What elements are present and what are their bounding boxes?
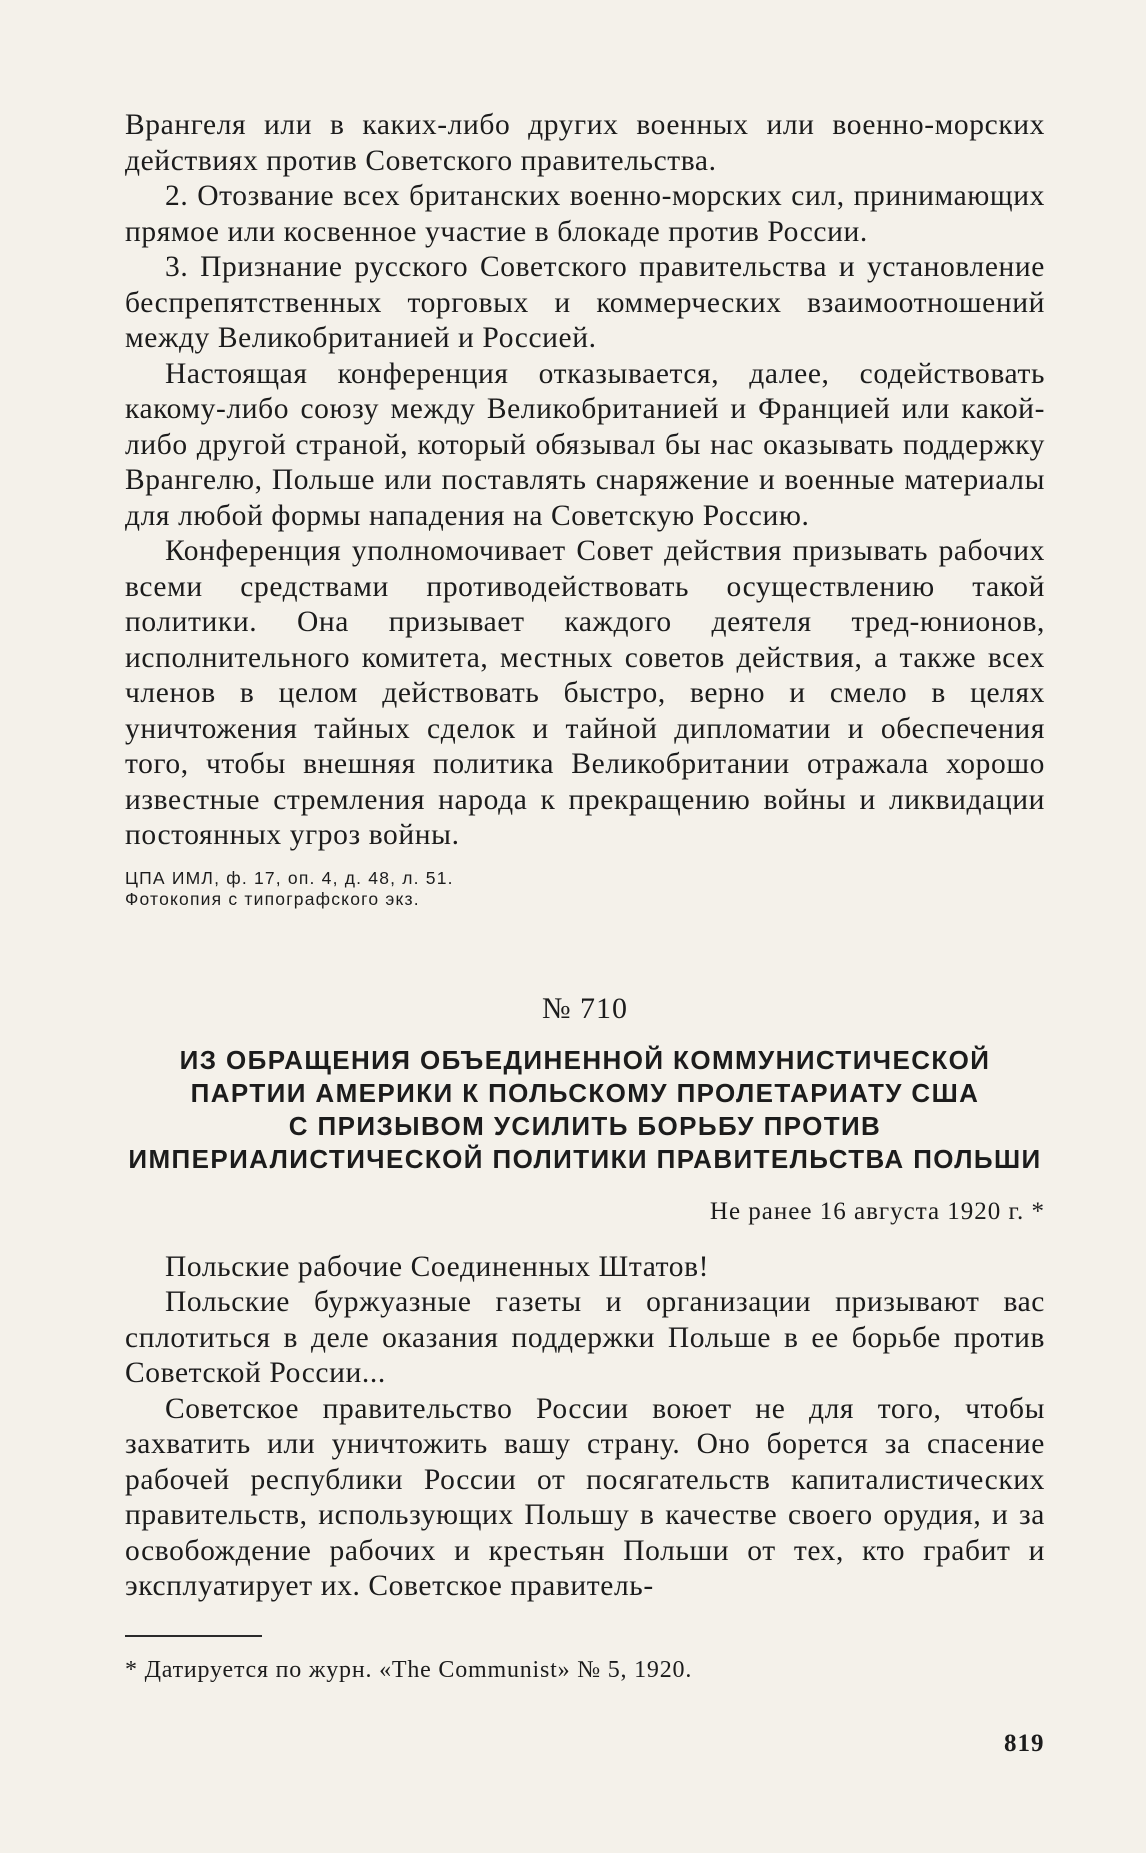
paragraph-soviet-government: Советское правительство России воюет не для того, чтобы захватить или уничтожить вашу страну. Оно борется за спасение рабочей республики России от посягательств капиталистических правительств, использующих Польшу в качестве своего орудия, и за освобождение рабочих и крестьян Польши от тех, кто грабит и эксплуатирует их. Советское правитель- bbox=[125, 1392, 1045, 1602]
document-title-line: ИМПЕРИАЛИСТИЧЕСКОЙ ПОЛИТИКИ ПРАВИТЕЛЬСТВА ПОЛЬШИ bbox=[128, 1143, 1042, 1174]
paragraph-bourgeois-press: Польские буржуазные газеты и организации призывают вас сплотиться в деле оказания поддержки Польше в ее борьбе против Советской России... bbox=[125, 1286, 1045, 1389]
document-date: Не ранее 16 августа 1920 г. * bbox=[709, 1197, 1045, 1225]
paragraph-salutation: Польские рабочие Соединенных Штатов! bbox=[165, 1250, 710, 1283]
paragraph-conference-refusal: Настоящая конференция отказывается, далее, содействовать какому-либо союзу между Великобританией и Францией или какой-либо другой страной, который обязывал бы нас оказывать поддержку Врангелю, Польше или поставлять снаряжение и военные материалы для любой формы нападения на Советскую Россию. bbox=[125, 357, 1045, 532]
paragraph-point-3: 3. Признание русского Советского правительства и установление беспрепятственных торговых и коммерческих взаимоотношений между Великобританией и Россией. bbox=[125, 251, 1045, 354]
document-title bbox=[125, 1044, 1045, 1176]
document-title-line: ИЗ ОБРАЩЕНИЯ ОБЪЕДИНЕННОЙ КОММУНИСТИЧЕСКОЙ bbox=[179, 1044, 991, 1075]
paragraph-continuation: Врангеля или в каких-либо других военных или военно-морских действиях против Советского правительства. bbox=[125, 109, 1045, 177]
text-column bbox=[125, 108, 1045, 1684]
page-number: 819 bbox=[1004, 1730, 1045, 1757]
document-number: № 710 bbox=[541, 991, 629, 1025]
paragraph-conference-authorizes: Конференция уполномочивает Совет действия призывать рабочих всеми средствами противодействовать осуществлению такой политики. Она призывает каждого деятеля тред-юнионов, исполнительного комитета, местных советов действия, а также всех членов в целом действовать быстро, верно и смело в целях уничтожения тайных сделок и тайной дипломатии и обеспечения того, чтобы внешняя политика Великобритании отражала хорошо известные стремления народа к прекращению войны и ликвидации постоянных угроз войны. bbox=[125, 535, 1045, 851]
paragraph-point-2: 2. Отозвание всех британских военно-морских сил, принимающих прямое или косвенное участие в блокаде против России. bbox=[125, 180, 1045, 248]
document-title-line: С ПРИЗЫВОМ УСИЛИТЬ БОРЬБУ ПРОТИВ bbox=[288, 1110, 882, 1141]
footnote-divider bbox=[125, 1635, 262, 1637]
footnote: * Датируется по журн. «The Communist» № 5, 1920. bbox=[125, 1656, 693, 1683]
archival-source-note: ЦПА ИМЛ, ф. 17, оп. 4, д. 48, л. 51. Фотокопия с типографского экз. bbox=[125, 867, 454, 909]
document-title-line: ПАРТИИ АМЕРИКИ К ПОЛЬСКОМУ ПРОЛЕТАРИАТУ США bbox=[190, 1077, 980, 1108]
